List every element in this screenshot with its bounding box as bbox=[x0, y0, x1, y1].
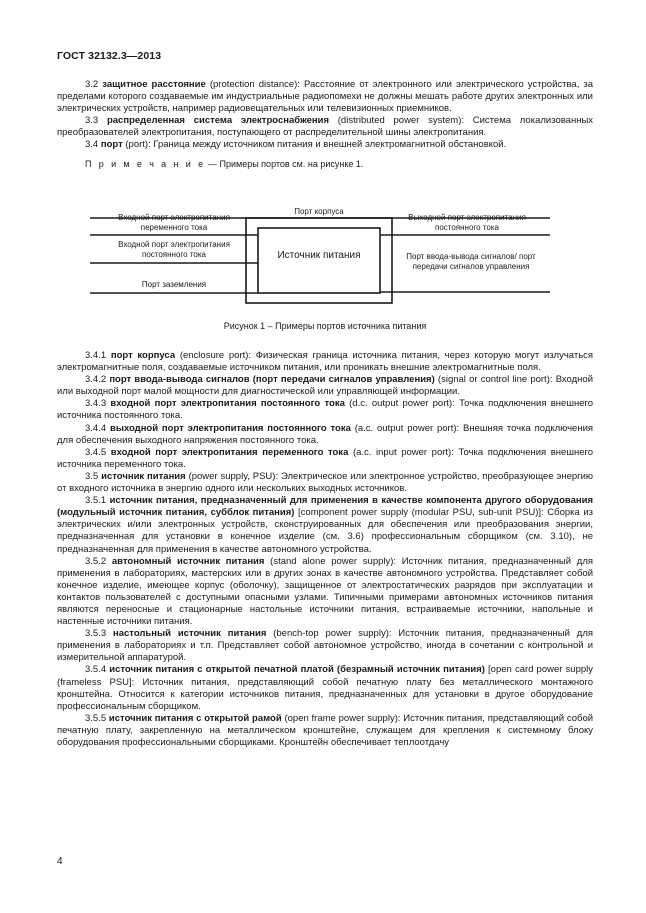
definition-3-4: 3.4 порт (port): Граница между источником питания и внешней электромагнитной обстановкой. bbox=[85, 139, 507, 151]
port-dc-input-label: Входной порт электропитания постоянного тока bbox=[118, 240, 230, 259]
ports-diagram bbox=[90, 203, 550, 313]
definitions-block-b bbox=[57, 350, 593, 749]
definition-3-5-3: 3.5.3 настольный источник питания (bench-top power supply): Источник питания, предназначенный для применения в лабораториях и т.п. Представляет собой автономное устройство, иногда в сочетании с контрольной и измерительной аппаратурой. bbox=[57, 628, 594, 664]
page-number: 4 bbox=[57, 856, 63, 867]
port-ac-input-label: Входной порт электропитания переменного тока bbox=[118, 213, 230, 232]
definition-3-5-5: 3.5.5 источник питания с открытой рамой (open frame power supply): Источник питания, представляющий собой печатную плату, закрепленную на металлическом кронштейне, служащем для крепления к системному блоку оборудования профессиональными сборщиками. Кронштейн обеспечивает теплоотдачу bbox=[57, 712, 594, 748]
standard-header: ГОСТ 32132.3—2013 bbox=[57, 50, 162, 62]
definition-3-5-2: 3.5.2 автономный источник питания (stand alone power supply): Источник питания, предназначенный для применения в лабораториях, мастерских или в других зонах в качестве автономного устройства. Представляет собой конечное изделие, имеющее корпус (оболочку), защищенное от электростатических разрядов при эксплуатации и контактов пользователей с доступными опасными узлами. Типичными примерами автономных источников питания являются переносные и стационарные настольные источники питания, встраиваемые источники, напольные и настенные источники питания. bbox=[57, 555, 594, 628]
port-signal-label: Порт ввода-вывода сигналов/ порт передачи сигналов управления bbox=[406, 252, 536, 271]
power-supply-box-label: Источник питания bbox=[277, 250, 361, 261]
definition-3-4-5: 3.4.5 входной порт электропитания переменного тока (a.c. input power port): Точка подключения внешнего источника переменного тока. bbox=[57, 446, 594, 470]
note: П р и м е ч а н и е — Примеры портов см. на рисунке 1. bbox=[85, 158, 364, 169]
definition-3-4-2: 3.4.2 порт ввода-вывода сигналов (порт передачи сигналов управления) (signal or control line port): Входной или выходной порт малой мощности для диагностической или управляющей информации. bbox=[57, 374, 594, 398]
definition-3-4-4: 3.4.4 выходной порт электропитания постоянного тока (a.c. output power port): Внешняя точка подключения для обеспечения выходного напряжения постоянного тока. bbox=[57, 422, 594, 446]
definition-3-5-4: 3.5.4 источник питания с открытой печатной платой (безрамный источник питания) [open card power supply (frameless PSU]: Источник питания, представляющий собой печатную плату без металлического монтажного кронштейна. Относится к категории источников питания, предназначенных для установки в другое оборудование профессиональным сборщиком. bbox=[57, 664, 594, 712]
definition-3-5: 3.5 источник питания (power supply, PSU): Электрическое или электронное устройство, преобразующее энергию от входного источника в энергию одного или нескольких выходных источников. bbox=[57, 470, 594, 495]
port-ground-label: Порт заземления bbox=[141, 280, 207, 289]
definitions-block-a bbox=[57, 79, 593, 170]
definition-3-3: 3.3 распределенная система электроснабжения (distributed power system): Система локализованных преобразователей электропитания, поступающего от распределительной шины электропитания. bbox=[57, 115, 594, 139]
port-dc-output-label: Выходной порт электропитания постоянного тока bbox=[408, 213, 526, 232]
definition-3-5-1: 3.5.1 источник питания, предназначенный для применения в качестве компонента другого оборудования (модульный источник питания, субблок питания) [component power supply (modular PSU, sub-unit PSU)]: Сборка из электрических и/или электронных устройств, сконструированных для обеспечения или преобразования энергии, предназначенная для установки в конечное изделие (см. 3.6) профессиональным сборщиком (см. 3.10), не предназначенная для применения в качестве автономного устройства. bbox=[57, 495, 594, 555]
definition-3-4-1: 3.4.1 порт корпуса (enclosure port): Физическая граница источника питания, через которую могут излучаться электромагнитные поля, создаваемые источником питания, или проникать внешние электромагнитные поля. bbox=[57, 350, 594, 374]
port-enclosure-label: Порт корпуса bbox=[294, 207, 344, 216]
definition-3-2: 3.2 защитное расстояние (protection distance): Расстояние от электронного или электрического устройства, за пределами которого создаваемые им индустриальные радиопомехи не должны мешать работе других электронных или электрических устройств, например радиовещательных или телевизионных приемников. bbox=[57, 79, 594, 115]
figure-caption: Рисунок 1 – Примеры портов источника питания bbox=[223, 321, 427, 331]
definition-3-4-3: 3.4.3 входной порт электропитания постоянного тока (d.c. output power port): Точка подключения внешнего источника постоянного тока. bbox=[57, 398, 594, 422]
